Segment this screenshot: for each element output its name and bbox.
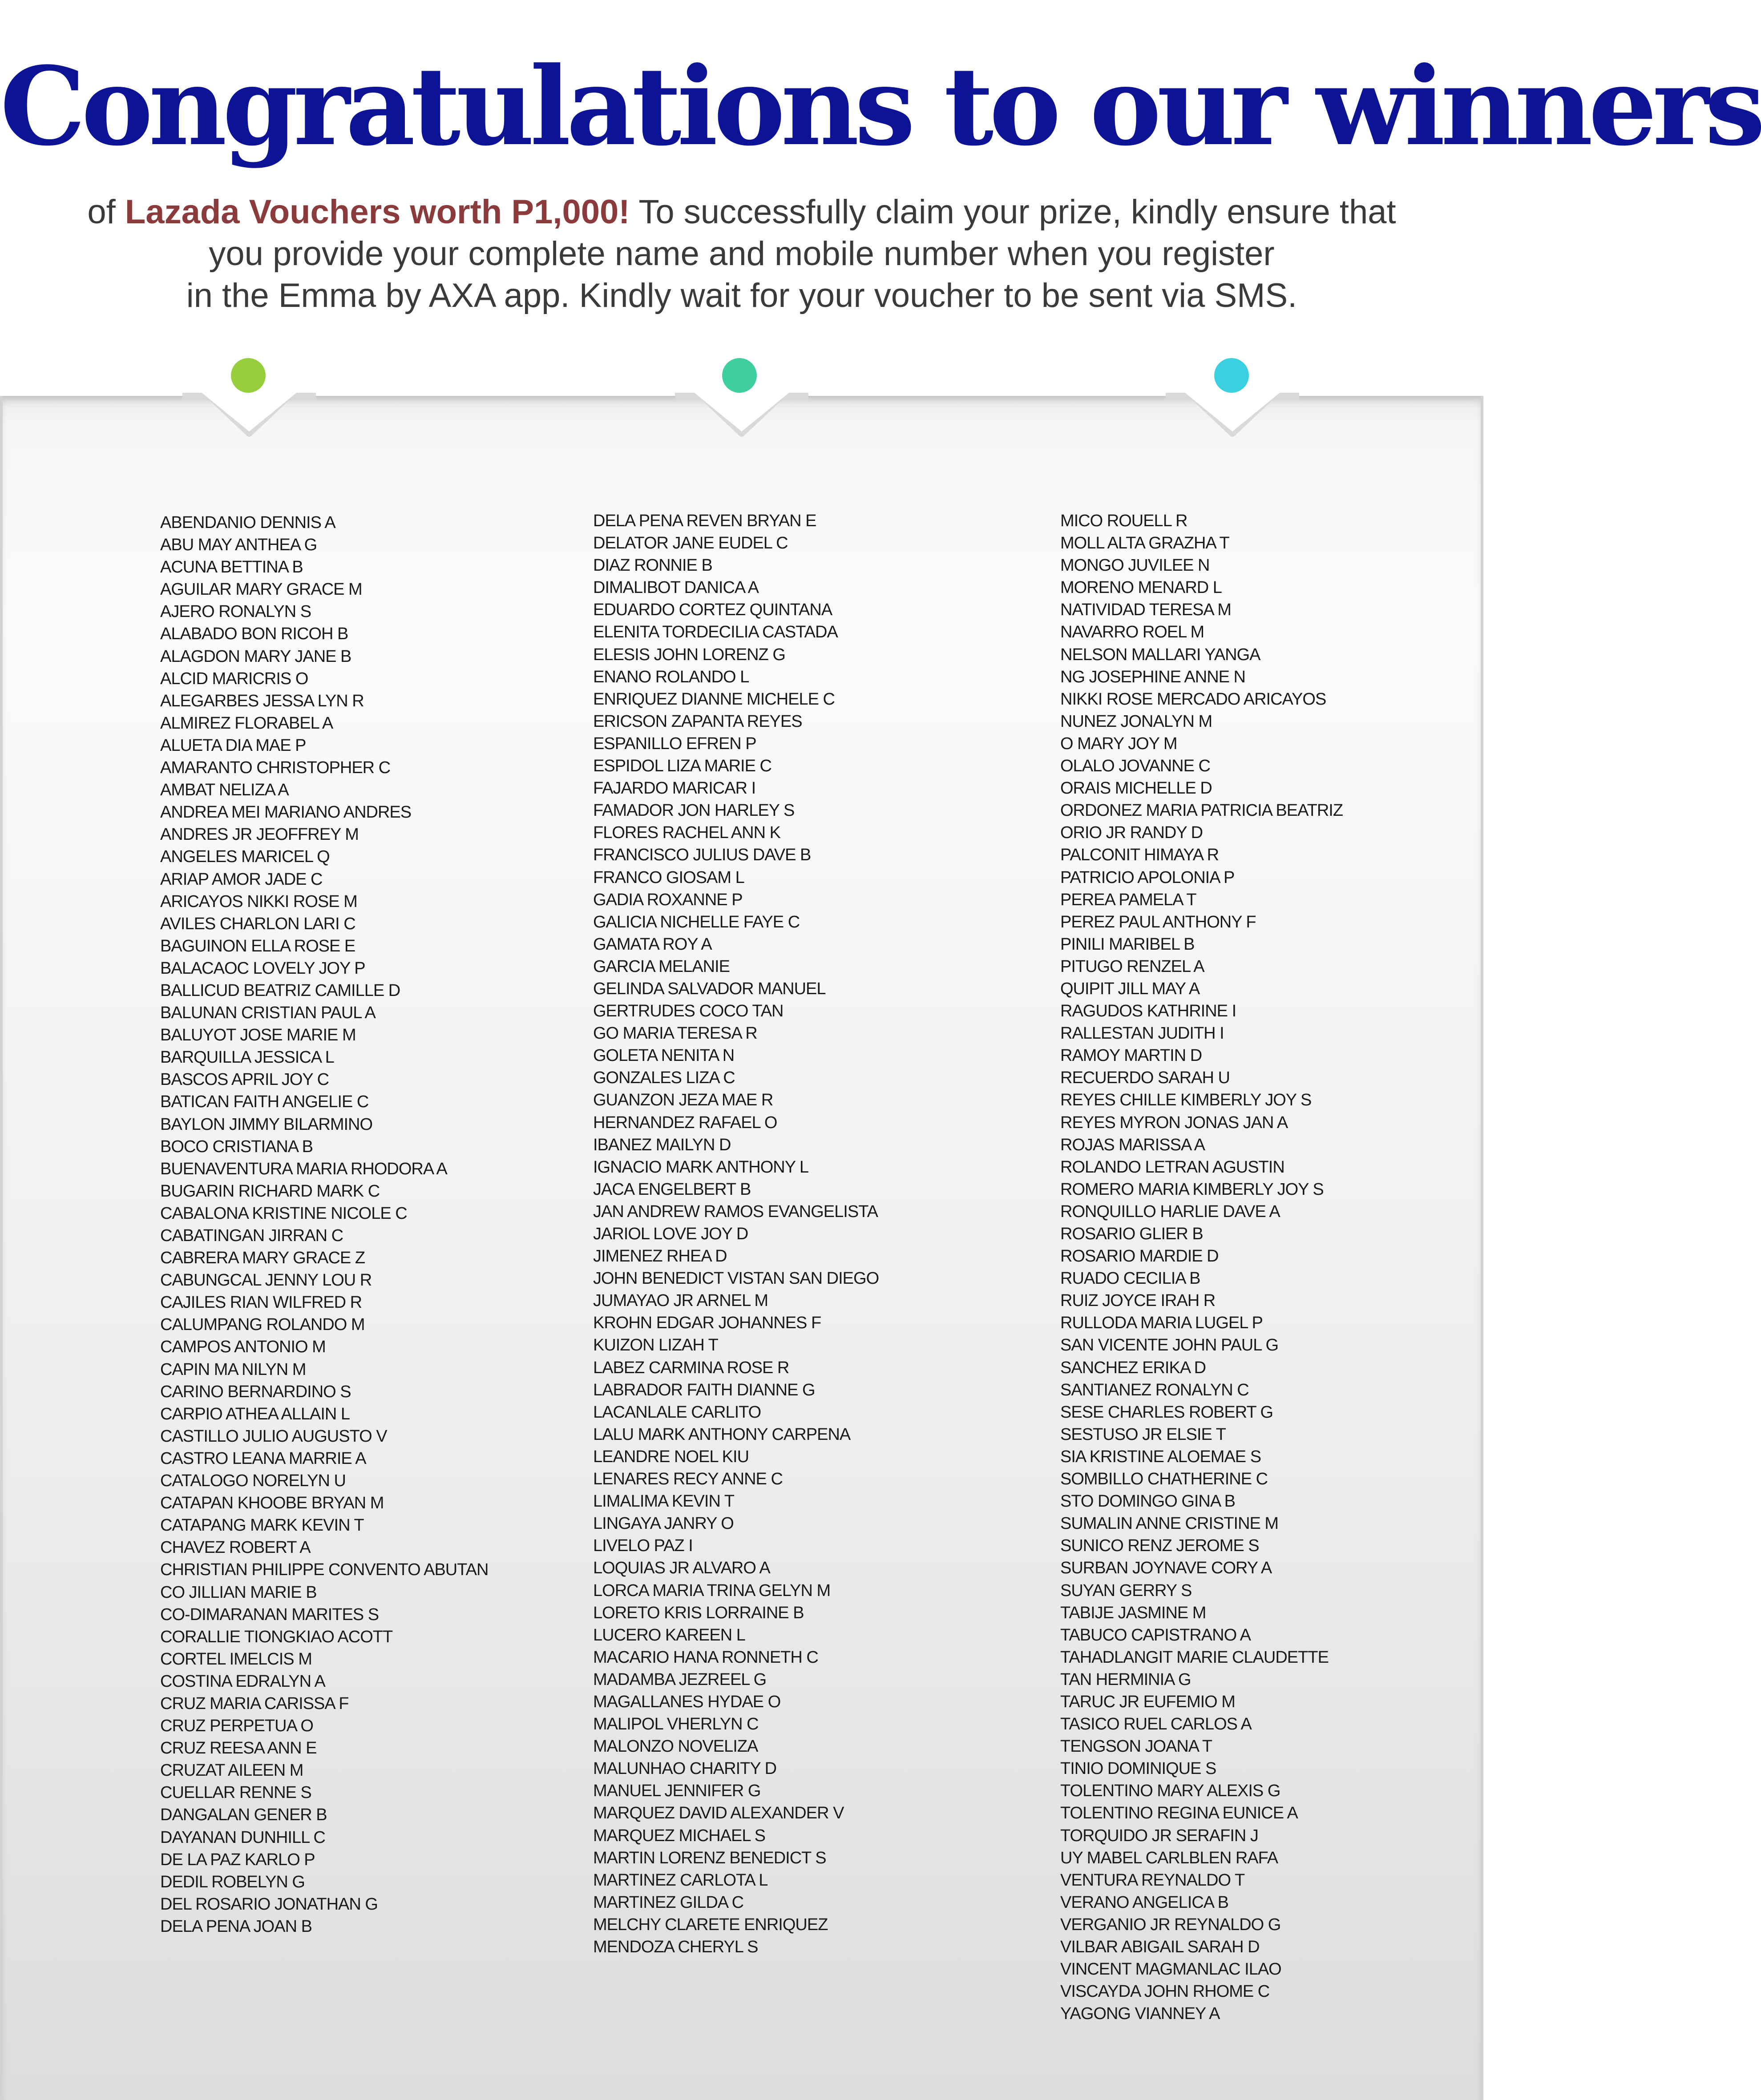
page-title: Congratulations to our winners [0,44,1761,170]
winner-name: TORQUIDO JR SERAFIN J [1060,1826,1258,1845]
winner-name: FRANCISCO JULIUS DAVE B [593,846,811,865]
winner-name: NATIVIDAD TERESA M [1060,601,1231,620]
winner-name: BUGARIN RICHARD MARK C [160,1181,380,1201]
winner-name: FRANCO GIOSAM L [593,868,744,887]
winner-name: SANCHEZ ERIKA D [1060,1358,1206,1377]
winner-name: PITUGO RENZEL A [1060,957,1204,976]
winner-name: BAGUINON ELLA ROSE E [160,936,355,955]
winner-name: BALUNAN CRISTIAN PAUL A [160,1004,376,1023]
winner-name: MAGALLANES HYDAE O [593,1692,781,1711]
winner-name: VINCENT MAGMANLAC ILAO [1060,1960,1281,1979]
winner-name: DIAZ RONNIE B [593,556,712,575]
intro-prefix: of [87,193,125,231]
green-dot-icon [231,358,266,393]
winner-name: MENDOZA CHERYL S [593,1938,758,1956]
winner-name: GERTRUDES COCO TAN [593,1002,784,1021]
winner-name: VERGANIO JR REYNALDO G [1060,1915,1281,1934]
panel-notch-center [675,391,808,449]
winner-name: CRUZ PERPETUA O [160,1717,313,1736]
winner-name: MADAMBA JEZREEL G [593,1670,767,1689]
winner-name: CAPIN MA NILYN M [160,1360,306,1379]
winner-name: ALEGARBES JESSA LYN R [160,691,364,710]
winner-name: MALIPOL VHERLYN C [593,1715,759,1734]
winner-name: ROMERO MARIA KIMBERLY JOY S [1060,1180,1324,1199]
winner-name: SIA KRISTINE ALOEMAE S [1060,1447,1261,1466]
winner-name: AMARANTO CHRISTOPHER C [160,758,391,778]
winner-name: VENTURA REYNALDO T [1060,1870,1245,1890]
winner-name: LEANDRE NOEL KIU [593,1447,749,1466]
winner-name: MARQUEZ DAVID ALEXANDER V [593,1804,844,1823]
winner-name: O MARY JOY M [1060,734,1177,753]
winner-name: AGUILAR MARY GRACE M [160,580,362,599]
winner-name: CASTRO LEANA MARRIE A [160,1449,366,1468]
panel-notch-left [182,391,316,449]
winner-name: MARQUEZ MICHAEL S [593,1826,765,1845]
winner-name: NUNEZ JONALYN M [1060,712,1212,731]
winner-name: YAGONG VIANNEY A [1060,2004,1220,2023]
winner-name: AJERO RONALYN S [160,602,311,621]
winners-column-2 [593,510,879,1958]
winner-name: LABRADOR FAITH DIANNE G [593,1380,815,1399]
winner-name: LALU MARK ANTHONY CARPENA [593,1425,851,1444]
winner-name: NELSON MALLARI YANGA [1060,645,1260,664]
winner-name: TARUC JR EUFEMIO M [1060,1692,1235,1711]
panel-notch-right [1166,391,1299,449]
winner-name: SESTUSO JR ELSIE T [1060,1425,1226,1444]
winner-name: RECUERDO SARAH U [1060,1068,1230,1088]
teal-dot-icon [722,358,757,393]
winner-name: ORAIS MICHELLE D [1060,779,1212,798]
winner-name: JIMENEZ RHEA D [593,1247,727,1266]
winner-name: GELINDA SALVADOR MANUEL [593,979,826,998]
winner-name: PEREA PAMELA T [1060,890,1196,909]
winner-name: RAGUDOS KATHRINE I [1060,1002,1236,1021]
winner-name: DELA PENA REVEN BRYAN E [593,512,816,530]
winner-name: ANDREA MEI MARIANO ANDRES [160,803,412,822]
winner-name: LORCA MARIA TRINA GELYN M [593,1581,831,1600]
winner-name: VILBAR ABIGAIL SARAH D [1060,1938,1260,1956]
winner-name: CATAPANG MARK KEVIN T [160,1516,364,1535]
winner-name: AVILES CHARLON LARI C [160,914,355,933]
winner-name: LABEZ CARMINA ROSE R [593,1358,789,1377]
winner-name: TINIO DOMINIQUE S [1060,1759,1216,1778]
winner-name: MANUEL JENNIFER G [593,1782,761,1801]
winner-name: CRUZ REESA ANN E [160,1739,317,1758]
winner-name: RALLESTAN JUDITH I [1060,1024,1224,1043]
winner-name: DELATOR JANE EUDEL C [593,534,788,553]
winner-name: SESE CHARLES ROBERT G [1060,1403,1273,1422]
winner-name: GONZALES LIZA C [593,1068,735,1088]
winner-name: MELCHY CLARETE ENRIQUEZ [593,1915,828,1934]
winner-name: MONGO JUVILEE N [1060,556,1210,575]
winner-name: DE LA PAZ KARLO P [160,1850,315,1869]
winner-name: GOLETA NENITA N [593,1046,735,1065]
winner-name: SUMALIN ANNE CRISTINE M [1060,1514,1279,1533]
winner-name: STO DOMINGO GINA B [1060,1492,1236,1511]
intro-line-2: you provide your complete name and mobile number when you register [209,235,1275,273]
winner-name: PEREZ PAUL ANTHONY F [1060,912,1256,931]
winner-name: DELA PENA JOAN B [160,1917,312,1936]
winner-name: UY MABEL CARLBLEN RAFA [1060,1848,1278,1867]
winner-name: BUENAVENTURA MARIA RHODORA A [160,1159,447,1178]
winner-name: ALUETA DIA MAE P [160,736,306,755]
winner-name: RAMOY MARTIN D [1060,1046,1202,1065]
winner-name: ABENDANIO DENNIS A [160,513,335,532]
winner-name: CABUNGCAL JENNY LOU R [160,1271,372,1290]
winner-name: GARCIA MELANIE [593,957,730,976]
winner-name: ANGELES MARICEL Q [160,847,330,867]
winner-name: CAMPOS ANTONIO M [160,1338,326,1357]
winner-name: LORETO KRIS LORRAINE B [593,1603,804,1622]
winner-name: CABALONA KRISTINE NICOLE C [160,1204,407,1223]
winner-name: CAJILES RIAN WILFRED R [160,1293,362,1312]
winner-name: TASICO RUEL CARLOS A [1060,1715,1252,1734]
winner-name: JAN ANDREW RAMOS EVANGELISTA [593,1202,878,1221]
winner-name: BASCOS APRIL JOY C [160,1070,329,1089]
winner-name: CRUZ MARIA CARISSA F [160,1694,349,1713]
winner-name: BATICAN FAITH ANGELIE C [160,1092,369,1112]
intro-text [80,191,1403,317]
winner-name: ALCID MARICRIS O [160,669,308,688]
winner-name: ENRIQUEZ DIANNE MICHELE C [593,689,835,709]
winner-name: LOQUIAS JR ALVARO A [593,1559,770,1578]
winner-name: SUNICO RENZ JEROME S [1060,1536,1259,1556]
winner-name: RUADO CECILIA B [1060,1269,1200,1288]
winner-name: IBANEZ MAILYN D [593,1135,731,1154]
winner-name: FAMADOR JON HARLEY S [593,801,795,820]
winner-name: SURBAN JOYNAVE CORY A [1060,1559,1272,1578]
winner-name: JOHN BENEDICT VISTAN SAN DIEGO [593,1269,879,1288]
winner-name: RULLODA MARIA LUGEL P [1060,1314,1263,1333]
winners-column-3 [1060,510,1343,2025]
winner-name: JUMAYAO JR ARNEL M [593,1291,768,1310]
winner-name: ROSARIO GLIER B [1060,1225,1203,1243]
winner-name: FAJARDO MARICAR I [593,779,756,798]
intro-line-1 [80,191,1403,233]
winner-name: ANDRES JR JEOFFREY M [160,825,359,844]
winner-name: ENANO ROLANDO L [593,667,749,686]
winner-name: LENARES RECY ANNE C [593,1470,783,1489]
winner-name: SAN VICENTE JOHN PAUL G [1060,1336,1279,1355]
winner-name: KROHN EDGAR JOHANNES F [593,1314,821,1333]
winner-name: REYES MYRON JONAS JAN A [1060,1113,1288,1132]
winner-name: ARICAYOS NIKKI ROSE M [160,892,357,911]
intro-line-1-rest: To successfully claim your prize, kindly ensure that [630,193,1396,231]
winner-name: CORTEL IMELCIS M [160,1649,312,1669]
winner-name: GAMATA ROY A [593,935,712,954]
winner-name: TABUCO CAPISTRANO A [1060,1625,1251,1645]
winner-name: CHAVEZ ROBERT A [160,1538,311,1557]
winner-name: ALAGDON MARY JANE B [160,647,351,666]
winner-name: QUIPIT JILL MAY A [1060,979,1200,998]
winner-name: ABU MAY ANTHEA G [160,536,317,555]
winner-name: GO MARIA TERESA R [593,1024,757,1043]
winner-name: COSTINA EDRALYN A [160,1672,325,1691]
winner-name: PATRICIO APOLONIA P [1060,868,1235,887]
winner-name: NG JOSEPHINE ANNE N [1060,667,1245,686]
winner-name: MOLL ALTA GRAZHA T [1060,534,1229,553]
winner-name: SUYAN GERRY S [1060,1581,1192,1600]
winner-name: GUANZON JEZA MAE R [593,1091,773,1110]
winner-name: BALACAOC LOVELY JOY P [160,959,365,978]
winner-name: AMBAT NELIZA A [160,781,289,800]
winner-name: CALUMPANG ROLANDO M [160,1315,365,1334]
winner-name: LACANLALE CARLITO [593,1403,761,1422]
winner-name: TENGSON JOANA T [1060,1737,1212,1756]
winner-name: CABATINGAN JIRRAN C [160,1226,343,1245]
winner-name: RONQUILLO HARLIE DAVE A [1060,1202,1280,1221]
winner-name: ROJAS MARISSA A [1060,1135,1205,1154]
winner-name: LUCERO KAREEN L [593,1625,745,1645]
winner-name: LIVELO PAZ I [593,1536,693,1556]
winner-name: BOCO CRISTIANA B [160,1137,313,1156]
winner-name: OLALO JOVANNE C [1060,757,1210,776]
winner-name: DIMALIBOT DANICA A [593,578,759,597]
winner-name: KUIZON LIZAH T [593,1336,718,1355]
winner-name: ORIO JR RANDY D [1060,823,1203,842]
winner-name: JARIOL LOVE JOY D [593,1225,748,1243]
winner-name: ELESIS JOHN LORENZ G [593,645,785,664]
winner-name: ERICSON ZAPANTA REYES [593,712,802,731]
winner-name: ESPIDOL LIZA MARIE C [593,757,771,776]
winners-column-1 [160,512,488,1938]
winner-name: MALONZO NOVELIZA [593,1737,758,1756]
winner-name: CORALLIE TIONGKIAO ACOTT [160,1627,393,1646]
winner-name: DEDIL ROBELYN G [160,1872,305,1891]
cyan-dot-icon [1214,358,1249,393]
winner-name: BALLICUD BEATRIZ CAMILLE D [160,981,400,1000]
winner-name: CUELLAR RENNE S [160,1783,311,1802]
winner-name: TOLENTINO REGINA EUNICE A [1060,1804,1298,1823]
winner-name: VERANO ANGELICA B [1060,1893,1228,1912]
voucher-highlight: Lazada Vouchers worth P1,000! [125,193,630,231]
winner-name: DEL ROSARIO JONATHAN G [160,1894,378,1914]
winner-name: CARINO BERNARDINO S [160,1382,351,1401]
winner-name: CABRERA MARY GRACE Z [160,1249,365,1268]
winner-name: LINGAYA JANRY O [593,1514,734,1533]
winner-name: CARPIO ATHEA ALLAIN L [160,1404,350,1423]
winner-name: TAHADLANGIT MARIE CLAUDETTE [1060,1648,1329,1667]
winner-name: MACARIO HANA RONNETH C [593,1648,818,1667]
winner-name: MARTIN LORENZ BENEDICT S [593,1848,826,1867]
winner-name: MARTINEZ GILDA C [593,1893,744,1912]
winner-name: ORDONEZ MARIA PATRICIA BEATRIZ [1060,801,1343,820]
winner-name: GALICIA NICHELLE FAYE C [593,912,800,931]
winner-name: ACUNA BETTINA B [160,558,303,577]
winner-name: BARQUILLA JESSICA L [160,1048,334,1067]
winner-name: BAYLON JIMMY BILARMINO [160,1115,373,1134]
winner-name: NAVARRO ROEL M [1060,623,1204,642]
winner-name: ELENITA TORDECILIA CASTADA [593,623,838,642]
intro-line-3: in the Emma by AXA app. Kindly wait for your voucher to be sent via SMS. [186,277,1297,314]
winner-name: TAN HERMINIA G [1060,1670,1191,1689]
winner-name: IGNACIO MARK ANTHONY L [593,1157,809,1177]
winner-name: GADIA ROXANNE P [593,890,743,909]
winner-name: VISCAYDA JOHN RHOME C [1060,1982,1270,2001]
winner-name: ROSARIO MARDIE D [1060,1247,1219,1266]
winner-name: SANTIANEZ RONALYN C [1060,1380,1249,1399]
winner-name: MICO ROUELL R [1060,512,1187,530]
winner-name: MALUNHAO CHARITY D [593,1759,777,1778]
winner-name: NIKKI ROSE MERCADO ARICAYOS [1060,689,1326,709]
winner-name: PALCONIT HIMAYA R [1060,846,1219,865]
winner-name: ALMIREZ FLORABEL A [160,713,333,733]
winner-name: ALABADO BON RICOH B [160,625,348,644]
winner-name: ESPANILLO EFREN P [593,734,756,753]
winner-name: SOMBILLO CHATHERINE C [1060,1470,1268,1489]
winner-name: REYES CHILLE KIMBERLY JOY S [1060,1091,1312,1110]
winner-name: BALUYOT JOSE MARIE M [160,1026,356,1045]
winner-name: DANGALAN GENER B [160,1806,327,1825]
winner-name: HERNANDEZ RAFAEL O [593,1113,777,1132]
winner-name: EDUARDO CORTEZ QUINTANA [593,601,832,620]
winner-name: TOLENTINO MARY ALEXIS G [1060,1782,1280,1801]
winner-name: CASTILLO JULIO AUGUSTO V [160,1427,387,1446]
winner-name: MARTINEZ CARLOTA L [593,1870,768,1890]
winner-name: CO JILLIAN MARIE B [160,1583,317,1602]
winner-name: CHRISTIAN PHILIPPE CONVENTO ABUTAN [160,1560,489,1580]
winner-name: ROLANDO LETRAN AGUSTIN [1060,1157,1284,1177]
winner-name: CRUZAT AILEEN M [160,1761,303,1780]
winner-name: TABIJE JASMINE M [1060,1603,1206,1622]
winner-name: PINILI MARIBEL B [1060,935,1195,954]
winner-name: FLORES RACHEL ANN K [593,823,780,842]
winner-name: RUIZ JOYCE IRAH R [1060,1291,1216,1310]
winner-name: LIMALIMA KEVIN T [593,1492,734,1511]
winner-name: DAYANAN DUNHILL C [160,1828,325,1847]
winner-name: JACA ENGELBERT B [593,1180,751,1199]
winner-name: CATAPAN KHOOBE BRYAN M [160,1494,384,1513]
winner-name: CATALOGO NORELYN U [160,1471,346,1491]
winner-name: CO-DIMARANAN MARITES S [160,1605,379,1624]
winner-name: MORENO MENARD L [1060,578,1222,597]
winner-name: ARIAP AMOR JADE C [160,870,323,889]
